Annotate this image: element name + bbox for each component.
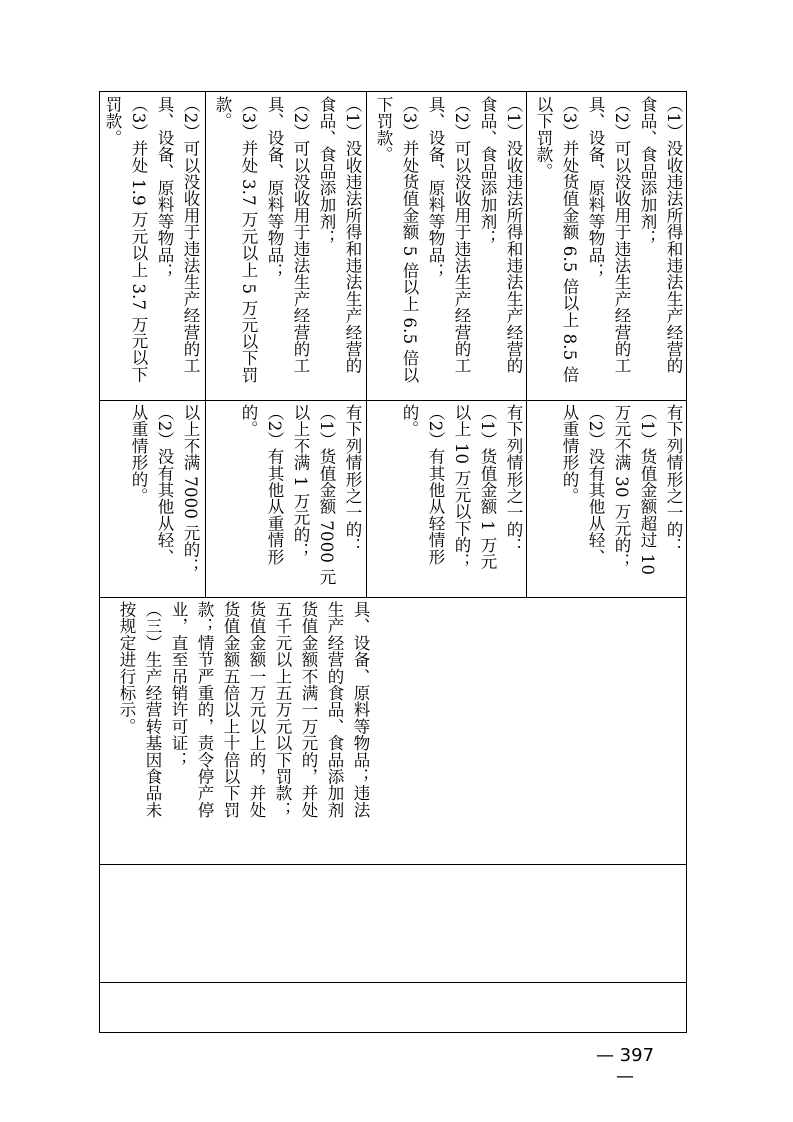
row1-circumstance: 以上不满 7000 元的； （2）没有其他从轻、 从重情形的。 [129,404,200,575]
row2-penalty: （1）没收违法所得和违法生产经营的 食品、食品添加剂； （2）可以没收用于违法生产经营的工 具、设备、原料等物品； （3）并处 3.7 万元以上 5 万元以下罚 款。 [213,96,362,384]
legal-basis-text: 具、设备、原料等物品；违法 生产经营的食品、食品添加剂 货值金额不满一万元的，并处 五千元以上五万元以下罚款； 货值金额一万元以上的，并处 货值金额五倍以上十倍以下罚 款；情节严重的，责令停产停 业，直至吊销许可证； （三）生产经营转基因食品未 按规定进行标示。 [117,601,370,819]
row3-penalty: （1）没收违法所得和违法生产经营的 食品、食品添加剂； （2）可以没收用于违法生产经营的工 具、设备、原料等物品； （3）并处货值金额 5 倍以上 6.5 倍以 下罚款。 [374,96,523,384]
row1-penalty: （2）可以没收用于违法生产经营的工 具、设备、原料等物品； （3）并处 1.9 万元以上 3.7 万元以下 罚款。 [103,96,200,383]
row3-circumstance: 有下列情形之一的： （1）货值金额 1 万元 以上 10 万元以下的； （2）有其他从轻情形 的。 [400,404,523,570]
row4-penalty: （1）没收违法所得和违法生产经营的 食品、食品添加剂； （2）可以没收用于违法生产经营的工 具、设备、原料等物品； （3）并处货值金额 6.5 倍以上 8.5 倍 以下罚款。 [534,96,683,383]
divider-circumstance-basis [100,597,686,598]
row4-circumstance: 有下列情形之一的： （1）货值金额超过 10 万元不满 30 万元的； （2）没有其他从轻、 从重情形的。 [560,404,683,576]
row-divider-3 [526,92,527,597]
divider-penalty-circumstance [100,400,686,401]
divider-basis-blank [100,864,686,865]
row-divider-1 [205,92,206,597]
page-number: — 397 — [595,1045,655,1087]
row2-circumstance: 有下列情形之一的： （1）货值金额 7000 元 以上不满 1 万元的； （2）有其他从重情形 的。 [239,404,362,586]
divider-blank-rows [100,982,686,983]
row-divider-2 [366,92,367,597]
